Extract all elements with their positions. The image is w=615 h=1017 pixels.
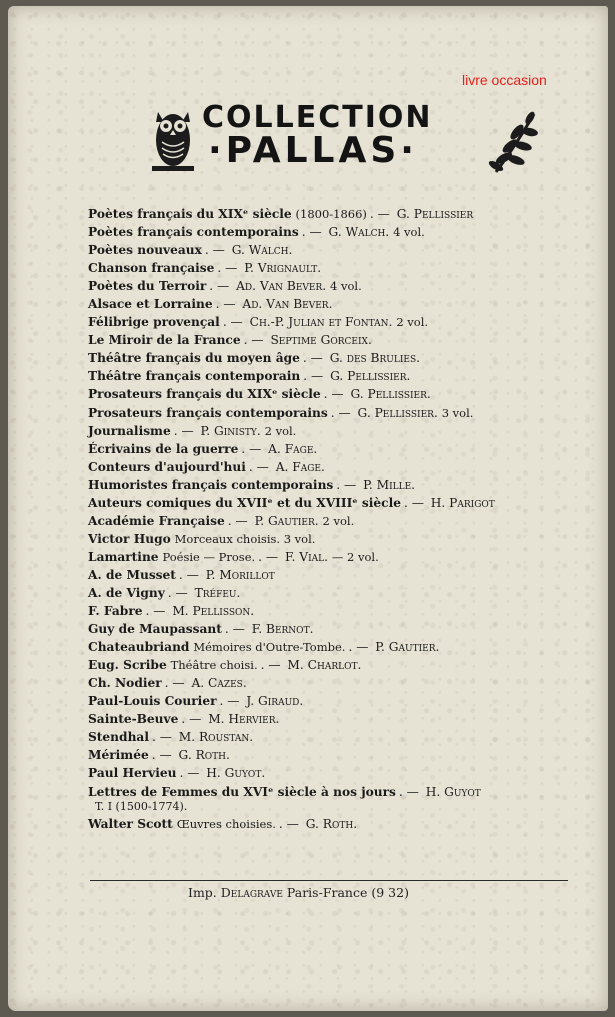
entry-author: Ch.-P. Julian et Fontan. bbox=[249, 315, 393, 330]
entry-note: Poésie — Prose. bbox=[162, 549, 256, 564]
entry-author: H. Guyot bbox=[425, 784, 481, 799]
entry-title: Walter Scott bbox=[88, 816, 173, 831]
entry-dash: . — bbox=[258, 549, 282, 564]
entry-title: Écrivains de la guerre bbox=[88, 441, 239, 456]
entry-author: Tréfeu. bbox=[194, 585, 241, 600]
entry-author: P. Ginisty. bbox=[200, 423, 261, 438]
entry-dash: . — bbox=[243, 333, 268, 348]
catalog-entry bbox=[88, 205, 588, 223]
entry-note: Morceaux choisis. 3 vol. bbox=[174, 531, 316, 546]
catalog-entry bbox=[88, 313, 588, 331]
entry-author: A. Fage. bbox=[275, 459, 325, 474]
divider-rule bbox=[90, 880, 568, 881]
watermark-text: livre occasion bbox=[462, 72, 547, 88]
entry-author: F. Vial. bbox=[284, 549, 328, 564]
collection-title-line1: COLLECTION bbox=[202, 100, 433, 135]
entry-title: Sainte-Beuve bbox=[88, 712, 179, 727]
entry-title: Poètes nouveaux bbox=[88, 243, 202, 258]
entry-title: Humoristes français contemporains bbox=[88, 477, 334, 492]
entry-title: A. de Musset bbox=[88, 567, 176, 582]
entry-dash: . — bbox=[151, 748, 176, 763]
entry-author: P. Gautier. bbox=[375, 640, 440, 655]
entry-author: G. des Brulies. bbox=[329, 351, 421, 366]
entry-volumes: — 2 vol. bbox=[331, 549, 379, 564]
entry-author: A. Fage. bbox=[268, 441, 318, 456]
entry-author: F. Bernot. bbox=[251, 622, 314, 637]
entry-author: G. Roth. bbox=[305, 816, 358, 831]
printer-prefix: Imp. bbox=[188, 885, 217, 900]
catalog-entry bbox=[88, 783, 588, 801]
entry-dash: . — bbox=[179, 766, 204, 781]
entry-author: P. Vrignault. bbox=[244, 261, 322, 276]
catalog-entry bbox=[88, 692, 588, 710]
entry-author: G. Walch. bbox=[328, 225, 390, 240]
collection-title-line2: ·PALLAS· bbox=[208, 130, 418, 171]
entry-title: Paul-Louis Courier bbox=[88, 694, 217, 709]
entry-dash: . — bbox=[219, 694, 244, 709]
entry-title: Stendhal bbox=[88, 730, 149, 745]
catalog-entry bbox=[88, 746, 588, 764]
entry-volumes: 2 vol. bbox=[264, 423, 297, 438]
owl-icon bbox=[150, 100, 196, 174]
entry-author: M. Roustan. bbox=[178, 730, 254, 745]
entry-author: M. Hervier. bbox=[208, 712, 280, 727]
laurel-branch-icon bbox=[486, 108, 540, 176]
entry-title: A. de Vigny bbox=[88, 585, 165, 600]
printer-imprint bbox=[188, 885, 409, 900]
entry-volumes: 4 vol. bbox=[393, 225, 425, 240]
entry-note: Théâtre choisi. bbox=[170, 658, 258, 673]
entry-dash: . — bbox=[224, 622, 249, 637]
entry-dash: . — bbox=[209, 279, 234, 294]
catalog-entry bbox=[88, 476, 588, 494]
catalog-entry bbox=[88, 548, 588, 566]
entry-note: Œuvres choisies. bbox=[176, 816, 276, 831]
entry-author: G. Pellissier bbox=[396, 207, 474, 221]
catalog-entry bbox=[88, 440, 588, 458]
entry-title: Félibrige provençal bbox=[88, 315, 220, 330]
entry-title: Prosateurs français du XIXᵉ siècle bbox=[88, 387, 321, 402]
entry-title: Alsace et Lorraine bbox=[88, 297, 213, 312]
entry-note: (1800-1866) bbox=[295, 207, 367, 221]
entry-title: Eug. Scribe bbox=[88, 658, 167, 673]
catalog-entry bbox=[88, 349, 588, 367]
entry-title: Conteurs d'aujourd'hui bbox=[88, 459, 246, 474]
entry-dash: . — bbox=[145, 604, 170, 619]
catalog-entry bbox=[88, 638, 588, 656]
catalog-entry bbox=[88, 530, 588, 548]
catalog-entry bbox=[88, 422, 588, 440]
entry-dash: . — bbox=[241, 441, 266, 456]
entry-dash: . — bbox=[173, 423, 198, 438]
entry-title: Le Miroir de la France bbox=[88, 333, 241, 348]
entry-note: Mémoires d'Outre-Tombe. bbox=[193, 640, 346, 655]
entry-author: G. Pellissier. bbox=[330, 369, 411, 384]
entry-title: Prosateurs français contemporains bbox=[88, 405, 328, 420]
entry-author: M. Pellisson. bbox=[172, 604, 255, 619]
entry-author: G. Roth. bbox=[178, 748, 230, 763]
catalog-entry bbox=[88, 620, 588, 638]
entry-dash: . — bbox=[151, 730, 176, 745]
entry-volumes: 4 vol. bbox=[330, 279, 362, 294]
entry-title: Chateaubriand bbox=[88, 640, 190, 655]
catalog-entry bbox=[88, 367, 588, 385]
entry-author: Ad. Van Bever. bbox=[242, 297, 333, 312]
entry-title: Théâtre français du moyen âge bbox=[88, 351, 300, 366]
entry-title: Poètes français du XIXᵉ siècle bbox=[88, 207, 292, 221]
entry-dash: . — bbox=[164, 676, 189, 691]
entry-title: Théâtre français contemporain bbox=[88, 369, 301, 384]
catalog-entry bbox=[88, 656, 588, 674]
entry-dash: . — bbox=[167, 585, 192, 600]
catalog-entry bbox=[88, 277, 588, 295]
entry-dash: . — bbox=[336, 477, 361, 492]
entry-title: Auteurs comiques du XVIIᵉ et du XVIIIᵉ siècle bbox=[88, 495, 401, 510]
entry-title: Lamartine bbox=[88, 549, 159, 564]
catalog-entry bbox=[88, 404, 588, 422]
entry-title: Académie Française bbox=[88, 513, 225, 528]
catalog-entry bbox=[88, 331, 588, 349]
entry-dash: . — bbox=[330, 405, 355, 420]
catalog-entry bbox=[88, 764, 588, 782]
entry-author: Septime Gorceix. bbox=[270, 333, 372, 348]
catalog-entry-subline: T. I (1500-1774). bbox=[95, 799, 188, 813]
catalog-entry bbox=[88, 584, 588, 602]
entry-dash: . — bbox=[204, 243, 229, 258]
entry-dash: . — bbox=[217, 261, 242, 276]
entry-dash: . — bbox=[303, 369, 328, 384]
catalog-entry bbox=[88, 710, 588, 728]
entry-dash: . — bbox=[215, 297, 240, 312]
entry-author: H. Parigot bbox=[430, 495, 495, 510]
catalog-entry bbox=[88, 385, 588, 403]
entry-title: Chanson française bbox=[88, 261, 215, 276]
printer-name: Delagrave bbox=[220, 885, 283, 900]
catalog-entry bbox=[88, 494, 588, 512]
entry-dash: . — bbox=[227, 513, 252, 528]
entry-author: G. Pellissier. bbox=[357, 405, 438, 420]
entry-dash: . — bbox=[278, 816, 303, 831]
entry-volumes: 2 vol. bbox=[396, 315, 429, 330]
entry-author: P. Morillot bbox=[205, 567, 275, 582]
printer-code: (9 32) bbox=[371, 885, 409, 900]
entry-title: Guy de Maupassant bbox=[88, 622, 222, 637]
printer-place: Paris-France bbox=[286, 885, 368, 900]
catalog-entry bbox=[88, 566, 588, 584]
entry-dash: . — bbox=[248, 459, 273, 474]
entry-author: H. Guyot. bbox=[206, 766, 266, 781]
catalog-entry bbox=[88, 259, 588, 277]
catalog-entry bbox=[88, 295, 588, 313]
entry-author: A. Cazes. bbox=[191, 676, 247, 691]
entry-author: P. Mille. bbox=[363, 477, 416, 492]
entry-volumes: 2 vol. bbox=[322, 513, 355, 528]
entry-title: Paul Hervieu bbox=[88, 766, 177, 781]
collection-masthead bbox=[150, 100, 542, 180]
entry-author: Ad. Van Bever. bbox=[236, 279, 327, 294]
entry-title: Journalisme bbox=[88, 423, 171, 438]
catalog-entry bbox=[88, 674, 588, 692]
entry-volumes: 3 vol. bbox=[441, 405, 474, 420]
entry-dash: . — bbox=[181, 712, 206, 727]
entry-dash: . — bbox=[403, 495, 428, 510]
entry-title: F. Fabre bbox=[88, 604, 143, 619]
entry-dash: . — bbox=[302, 351, 327, 366]
catalog-entry bbox=[88, 512, 588, 530]
catalog-entry bbox=[88, 458, 588, 476]
catalog-entry bbox=[88, 728, 588, 746]
entry-dash: . — bbox=[348, 640, 373, 655]
entry-dash: . — bbox=[369, 207, 394, 221]
entry-dash: . — bbox=[398, 784, 423, 799]
entry-author: M. Charlot. bbox=[287, 658, 362, 673]
entry-title: Mérimée bbox=[88, 748, 149, 763]
entry-dash: . — bbox=[222, 315, 247, 330]
entry-dash: . — bbox=[301, 225, 326, 240]
entry-author: G. Pellissier. bbox=[350, 387, 431, 402]
catalog-list bbox=[88, 205, 588, 833]
catalog-entry bbox=[88, 241, 588, 259]
entry-author: J. Giraud. bbox=[246, 694, 304, 709]
entry-author: P. Gautier. bbox=[254, 513, 319, 528]
catalog-entry bbox=[88, 602, 588, 620]
catalog-entry bbox=[88, 223, 588, 241]
entry-author: G. Walch. bbox=[231, 243, 293, 258]
catalog-entry bbox=[88, 815, 588, 833]
entry-dash: . — bbox=[178, 567, 203, 582]
entry-title: Poètes français contemporains bbox=[88, 225, 299, 240]
entry-dash: . — bbox=[260, 658, 285, 673]
entry-dash: . — bbox=[323, 387, 348, 402]
entry-title: Victor Hugo bbox=[88, 531, 171, 546]
entry-title: Lettres de Femmes du XVIᵉ siècle à nos jours bbox=[88, 784, 396, 799]
entry-title: Ch. Nodier bbox=[88, 676, 162, 691]
entry-title: Poètes du Terroir bbox=[88, 279, 207, 294]
